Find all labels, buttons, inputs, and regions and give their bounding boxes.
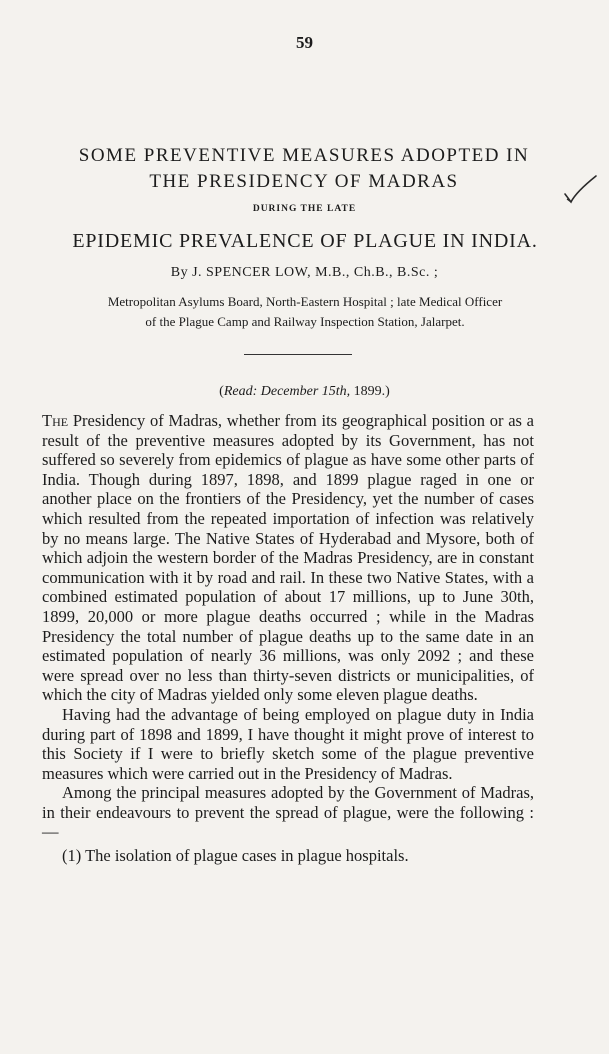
affiliation-line-2: of the Plague Camp and Railway Inspection Station, Jalarpet. bbox=[145, 314, 465, 329]
paragraph-1-text: Presidency of Madras, whether from its geographical position or as a result of the preventive measures adopted by its Government, has not suffered so severely from epidemics of plague as have some other parts of India. Though during 1897, 1898, and 1899 plague raged in one or another place on the frontiers of the Presidency, yet the number of cases which resulted from the repeated importation of infection was relatively by no means large. The Native States of Hyderabad and Mysore, both of which adjoin the western border of the Madras Presidency, are in constant communication with it by road and rail. In these two Native States, with a combined estimated population of about 17 millions, up to June 30th, 1899, 20,000 or more plague deaths occurred ; while in the Madras Presidency the total number of plague deaths up to the same date in an estimated population of nearly 36 millions, was only 2092 ; and these were spread over no less than thirty-seven districts or municipalities, of which the city of Madras yielded only some eleven plague deaths. bbox=[42, 411, 534, 705]
article-body bbox=[42, 411, 534, 866]
author-byline: By J. SPENCER LOW, M.B., Ch.B., B.Sc. ; bbox=[170, 265, 439, 280]
paragraph-1-lead: The bbox=[42, 411, 69, 430]
read-date-year: 1899.) bbox=[350, 384, 390, 399]
read-date-open: ( bbox=[219, 384, 224, 399]
author-affiliation bbox=[35, 292, 575, 332]
paragraph-1 bbox=[42, 411, 534, 705]
paragraph-3: Among the principal measures adopted by the Government of Madras, in their endeavours to prevent the spread of plague, were the following :— bbox=[42, 783, 534, 842]
read-label: Read: bbox=[223, 384, 258, 399]
section-divider bbox=[244, 354, 352, 355]
title-connector: DURING THE LATE bbox=[252, 204, 357, 214]
read-date-day: December 15th, bbox=[260, 384, 351, 399]
page-number: 59 bbox=[296, 33, 313, 52]
list-item-1: (1) The isolation of plague cases in plague hospitals. bbox=[62, 846, 409, 866]
title-line-1: SOME PREVENTIVE MEASURES ADOPTED IN bbox=[78, 145, 530, 166]
title-line-2: THE PRESIDENCY OF MADRAS bbox=[149, 171, 459, 192]
title-line-3: EPIDEMIC PREVALENCE OF PLAGUE IN INDIA. bbox=[72, 230, 538, 252]
read-date bbox=[0, 384, 609, 400]
affiliation-line-1: Metropolitan Asylums Board, North-Eastern Hospital ; late Medical Officer bbox=[107, 294, 503, 309]
paragraph-2: Having had the advantage of being employed on plague duty in India during part of 1898 and 1899, I have thought it might prove of interest to this Society if I were to briefly sketch some of the plague preventive measures which were carried out in the Presidency of Madras. bbox=[42, 704, 534, 783]
